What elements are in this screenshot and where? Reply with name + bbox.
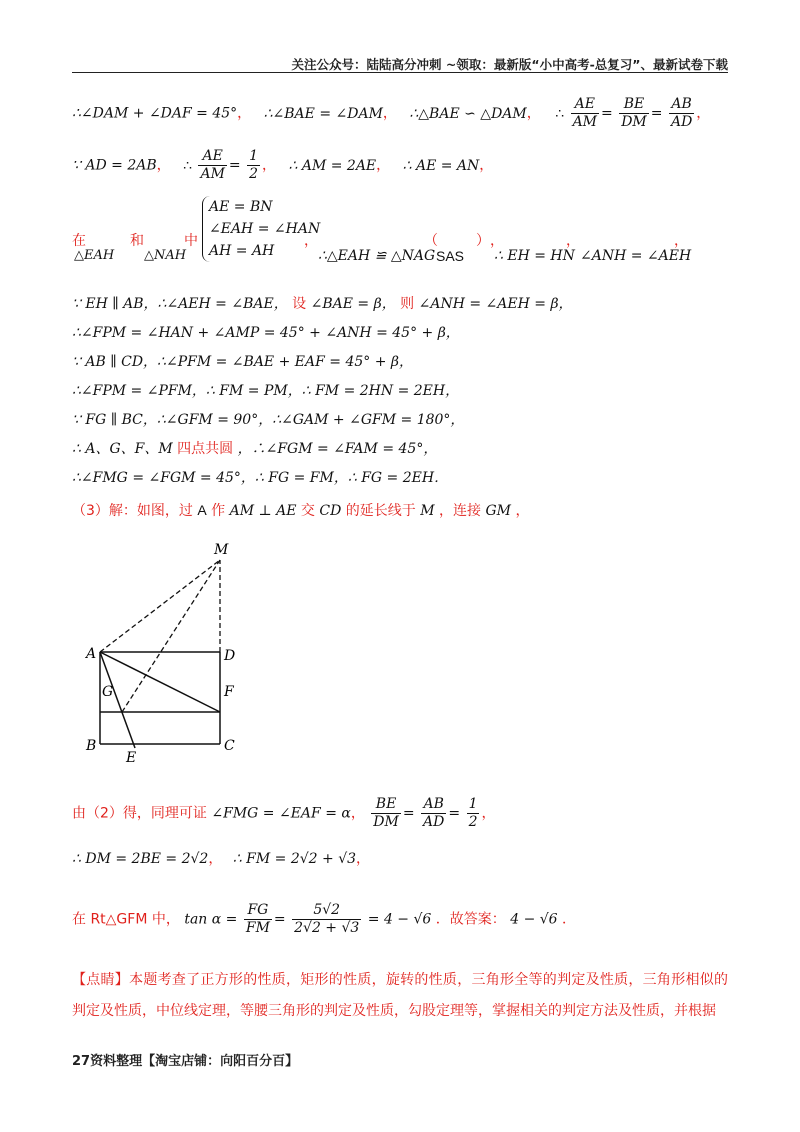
fraction: $\frac{1}{2}$: [468, 796, 478, 830]
label-c: C: [224, 738, 235, 754]
text-in-rt-triangle: 在 Rt△GFM 中，: [72, 911, 180, 928]
math-expr: ∠ANH = ∠AEH = β，: [418, 296, 573, 312]
label-m: M: [214, 542, 229, 558]
key-points-note: 【点睛】本题考查了正方形的性质，矩形的性质，旋转的性质，三角形全等的判定及性质，三角形相似的判定及性质，中位线定理，等腰三角形的判定及性质，勾股定理等，掌握相关的判定方法及性质，并根据: [72, 972, 728, 1019]
math-expr: ∠FMG = ∠EAF = α: [211, 805, 351, 822]
math-expr: ∵ EH ∥ AB，∴∠AEH = ∠BAE，: [72, 296, 288, 312]
math-expr: ∴ EH = HN: [494, 248, 575, 264]
line-11: [72, 500, 728, 520]
line-7: ∴∠FPM = ∠PFM，∴ FM = PM，∴ FM = 2HN = 2EH，: [72, 383, 460, 399]
math-expr: ∠BAE = β，: [310, 296, 396, 312]
fraction: $\frac{BE}{DM}$: [373, 796, 399, 830]
math-expr: ∴△BAE ∽ △DAM: [409, 105, 527, 122]
math-expr: M: [420, 503, 435, 519]
text-zuo: 作: [211, 503, 226, 519]
math-expr: AM ⊥ AE: [229, 503, 297, 519]
triangle-label: △EAH: [74, 248, 115, 263]
answer-value: 4 − √6: [510, 911, 558, 928]
segment-gm: [122, 560, 220, 712]
label-e: E: [126, 750, 137, 766]
math-expr: ∴△EAH ≌ △NAG: [318, 248, 436, 264]
page-footer: [72, 1050, 298, 1069]
line-6: ∵ AB ∥ CD，∴∠PFM = ∠BAE + EAF = 45° + β，: [72, 354, 413, 370]
sas-label: SAS: [436, 248, 465, 264]
math-expr: = 4 − √6: [367, 911, 432, 928]
text-concyclic: 四点共圆: [177, 441, 234, 457]
text-jiao: 交: [300, 503, 315, 519]
text-extension: 的延长线于: [345, 503, 416, 519]
math-expr: ∴ DM = 2BE = 2√2: [72, 851, 209, 867]
label-d: D: [224, 648, 236, 664]
fraction: $\frac{BE}{DM}$: [621, 96, 647, 130]
text-answer: ．故答案：: [435, 911, 506, 928]
math-expr: ∴ FM = 2√2 + √3: [232, 851, 357, 867]
math-expr: ∴∠BAE = ∠DAM: [263, 105, 383, 122]
math-expr: CD: [319, 503, 342, 519]
math-expr: ∴ AM = 2AE: [288, 157, 377, 174]
fraction: $\frac{AE}{AM}$: [200, 148, 225, 182]
geometry-diagram: [80, 538, 250, 768]
label-b: B: [86, 738, 97, 754]
line-14: 在 Rt△GFM 中， tan α = $\frac{FG}{FM}$ = $\frac{5√2}{2√2 + √3}$ = 4 − √6 ．故答案： 4 − √6 ．: [72, 902, 577, 936]
part3-intro: （3）解：如图，过: [72, 503, 193, 519]
header-divider: [72, 72, 728, 73]
line-4: [72, 293, 728, 313]
fraction: $\frac{AB}{AD}$: [423, 796, 445, 830]
math-expr: GM: [485, 503, 511, 519]
math-expr: ，∴∠FGM = ∠FAM = 45°，: [237, 441, 438, 457]
page-header: 关注公众号：陆陆高分冲刺 ~领取：最新版“小中高考-总复习”、最新试卷下载: [291, 57, 728, 72]
math-expr: ∠ANH = ∠AEH: [580, 248, 692, 264]
footer-text: 资料整理【淘宝店铺：向阳百分百】: [90, 1054, 299, 1069]
text-ze: 则: [400, 296, 415, 312]
line-12: 由（2）得，同理可证 ∠FMG = ∠EAF = α， $\frac{BE}{DM}$ = $\frac{AB}{AD}$ = $\frac{1}{2}$ ，: [72, 796, 496, 830]
paren: （: [424, 233, 438, 249]
fraction: $\frac{5√2}{2√2 + √3}$: [294, 902, 360, 936]
punct: ．: [562, 911, 577, 928]
text-same-proof: 由（2）得，同理可证: [72, 805, 207, 822]
triangle-label: △NAH: [144, 248, 187, 263]
line-10: ∴∠FMG = ∠FGM = 45°，∴ FG = FM，∴ FG = 2EH．: [72, 470, 449, 486]
math-expr: ∵ AD = 2AB: [72, 157, 157, 174]
fraction: $\frac{AE}{AM}$: [572, 96, 598, 130]
line-2: ∵ AD = 2AB， ∴ $\frac{AE}{AM}$ = $\frac{1}{2}$ ， ∴ AM = 2AE， ∴ AE = AN，: [72, 148, 494, 182]
text-zai: 在: [72, 233, 86, 249]
line-1: ∴∠DAM + ∠DAF = 45°， ∴∠BAE = ∠DAM， ∴△BAE ∽ △DAM， ∴ $\frac{AE}{AM}$ = $\frac{BE}{DM}$ = $\frac{AB}{AD}$ ，: [72, 96, 711, 130]
page-number: 27: [72, 1054, 91, 1069]
line-5: ∴∠FPM = ∠HAN + ∠AMP = 45° + ∠ANH = 45° + β，: [72, 325, 460, 341]
text-she: 设: [292, 296, 307, 312]
text-zhong: 中: [184, 233, 198, 249]
line-3: 在 △EAH 和 △NAH 中 AE = BN ∠EAH = ∠HAN AH = AH ， ∴△EAH ≌ △NAG （ SAS ） ， ∴ EH = HN ， ∠ANH = ∠AEH ，: [72, 204, 728, 264]
text-he: 和: [130, 233, 144, 249]
therefore-symbol: ∴: [183, 157, 193, 174]
paren: ）: [476, 233, 490, 249]
math-expr: ∴∠DAM + ∠DAF = 45°: [72, 105, 238, 122]
label-f: F: [224, 684, 234, 700]
fraction: $\frac{1}{2}$: [249, 148, 259, 182]
line-8: ∵ FG ∥ BC，∴∠GFM = 90°，∴∠GAM + ∠GFM = 180°，: [72, 412, 465, 428]
tan-expr: tan α =: [184, 911, 238, 928]
label-g: G: [102, 684, 114, 700]
line-9: [72, 438, 728, 458]
line-13: ∴ DM = 2BE = 2√2， ∴ FM = 2√2 + √3，: [72, 851, 371, 867]
fraction: $\frac{FG}{FM}$: [245, 902, 270, 936]
text-connect: ，连接: [439, 503, 482, 519]
point-a: A: [197, 502, 207, 518]
segment-am: [100, 560, 220, 652]
math-expr: ∴ A、G、F、M: [72, 441, 173, 457]
equation-system: AE = BN ∠EAH = ∠HAN AH = AH: [202, 196, 320, 262]
punct: ，: [515, 503, 530, 519]
math-expr: ∴ AE = AN: [402, 157, 480, 174]
fraction: $\frac{AB}{AD}$: [670, 96, 693, 130]
label-a: A: [86, 646, 97, 662]
